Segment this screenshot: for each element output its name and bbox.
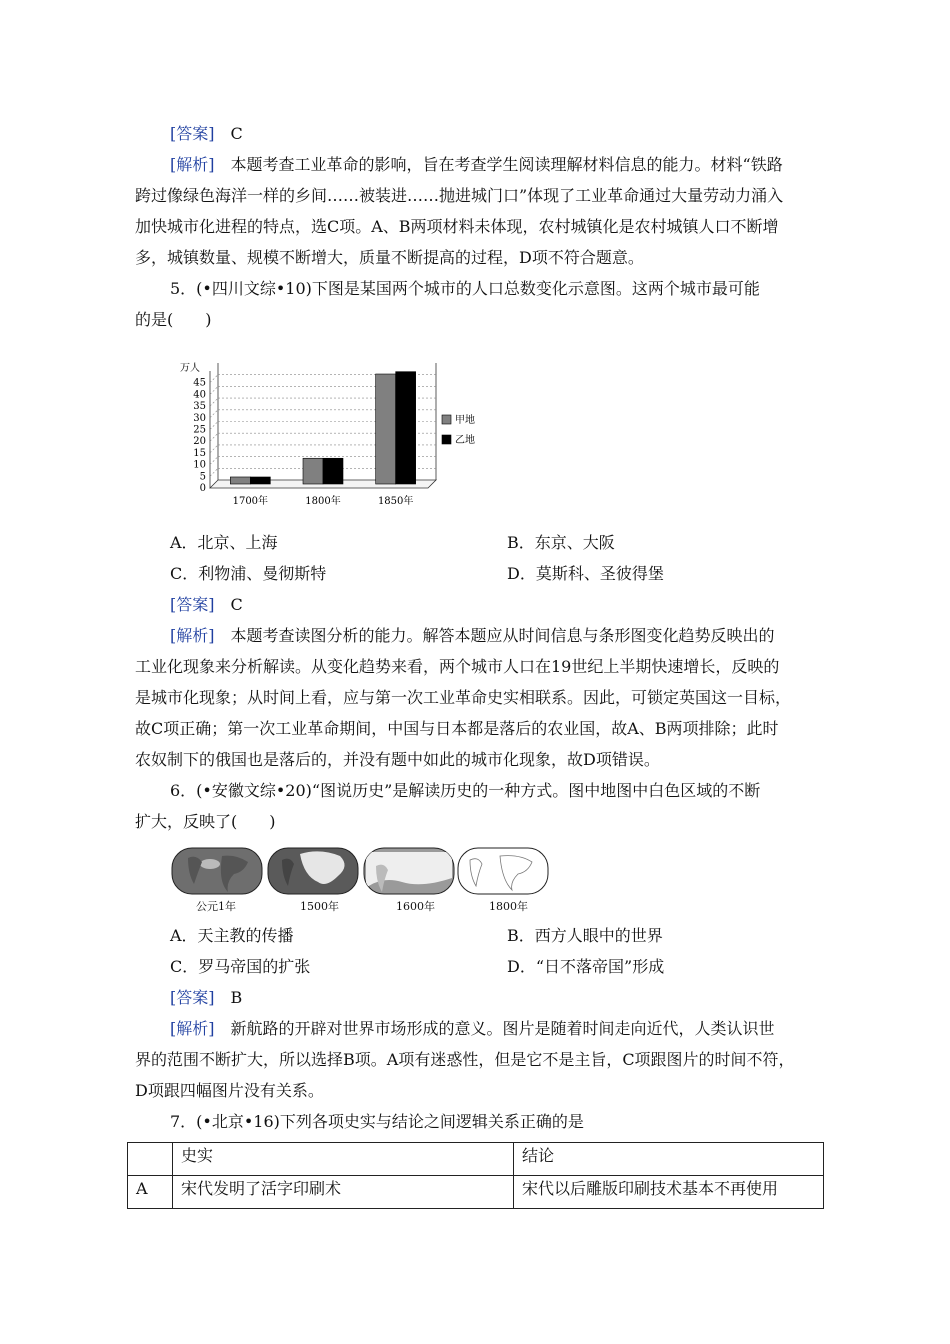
q5-analysis-line-4: 故C项正确；第一次工业革命期间，中国与日本都是落后的农业国，故A、B两项排除；此时 [135, 719, 779, 738]
table-cell: 宋代以后雕版印刷技术基本不再使用 [514, 1176, 824, 1209]
q4-analysis-line-2: 跨过像绿色海洋一样的乡间……被装进……抛进城门口”体现了工业革命通过大量劳动力涌入 [135, 186, 784, 205]
q5-option-d: D．莫斯科、圣彼得堡 [507, 564, 664, 583]
world-maps-strip [170, 846, 550, 896]
legend-swatch [442, 435, 451, 444]
q5-stem-line-2: 的是( ) [135, 310, 212, 329]
table-cell: 宋代发明了活字印刷术 [173, 1176, 514, 1209]
q7-stem: 7．(•北京•16)下列各项史实与结论之间逻辑关系正确的是 [170, 1112, 584, 1131]
q4-answer: [答案] C [170, 124, 243, 143]
x-tick-label: 1850年 [377, 496, 414, 507]
map-caption-3: 1600年 [396, 900, 435, 913]
map-year-1500 [268, 848, 358, 894]
map-year-1600 [364, 848, 454, 894]
q4-analysis-line-4: 多，城镇数量、规模不断增大，质量不断提高的过程，D项不符合题意。 [135, 248, 644, 267]
q5-option-b: B．东京、大阪 [507, 533, 615, 552]
gridline [210, 375, 218, 383]
legend-swatch [442, 415, 451, 424]
y-tick-label: 5 [199, 471, 206, 483]
gridline [210, 445, 218, 453]
gridline [210, 422, 218, 430]
bar [323, 458, 343, 484]
y-tick-label: 15 [193, 447, 206, 459]
q7-table [127, 1142, 824, 1209]
gridline [210, 468, 218, 476]
gridline [210, 386, 218, 394]
y-tick-label: 45 [193, 377, 206, 389]
q5-analysis-line-3: 是城市化现象；从时间上看，应与第一次工业革命史实相联系。因此，可锁定英国这一目标， [135, 688, 792, 707]
y-tick-label: 10 [193, 459, 206, 471]
chart-ylabel: 万人 [180, 363, 200, 374]
legend-label: 乙地 [455, 435, 475, 446]
y-tick-label: 25 [193, 424, 206, 436]
table-header-cell [128, 1143, 173, 1176]
y-tick-label: 35 [193, 401, 206, 413]
y-tick-label: 0 [199, 483, 206, 494]
table-header-cell: 史实 [173, 1143, 514, 1176]
table-header-cell: 结论 [514, 1143, 824, 1176]
q6-option-b: B．西方人眼中的世界 [507, 926, 663, 945]
q5-option-c: C．利物浦、曼彻斯特 [170, 564, 327, 583]
bar [396, 372, 416, 484]
table-cell: A [128, 1176, 173, 1209]
q5-analysis-line-2: 工业化现象来分析解读。从变化趋势来看，两个城市人口在19世纪上半期快速增长，反映的 [135, 657, 780, 676]
gridline [210, 457, 218, 465]
q6-option-c: C．罗马帝国的扩张 [170, 957, 311, 976]
population-bar-chart [170, 360, 490, 515]
q6-answer: [答案] B [170, 988, 243, 1007]
map-caption-1: 公元1年 [196, 900, 236, 913]
q6-analysis-line-2: 界的范围不断扩大，所以选择B项。A项有迷惑性，但是它不是主旨，C项跟图片的时间不符， [135, 1050, 795, 1069]
legend-label: 甲地 [455, 415, 475, 426]
gridline [210, 410, 218, 418]
map-caption-4: 1800年 [489, 900, 528, 913]
q6-option-a: A．天主教的传播 [170, 926, 294, 945]
map-year-1800 [458, 848, 548, 894]
bar [376, 374, 396, 484]
q4-analysis-line-3: 加快城市化进程的特点，选C项。A、B两项材料未体现，农村城镇化是农村城镇人口不断增 [135, 217, 779, 236]
x-tick-label: 1700年 [232, 496, 269, 507]
q4-analysis-line-1: [解析] 本题考查工业革命的影响，旨在考查学生阅读理解材料信息的能力。材料“铁路 [170, 155, 783, 174]
y-tick-label: 20 [193, 436, 206, 448]
q5-option-a: A．北京、上海 [170, 533, 278, 552]
q6-stem-line-1: 6．(•安徽文综•20)“图说历史”是解读历史的一种方式。图中地图中白色区域的不断 [170, 781, 761, 800]
y-tick-label: 30 [193, 412, 206, 424]
gridline [210, 398, 218, 406]
x-tick-label: 1800年 [305, 496, 341, 507]
map-year-1 [172, 848, 262, 894]
map-caption-2: 1500年 [300, 900, 339, 913]
q5-analysis-line-5: 农奴制下的俄国也是落后的，并没有题中如此的城市化现象，故D项错误。 [135, 750, 660, 769]
y-tick-label: 40 [193, 389, 206, 401]
q5-answer: [答案] C [170, 595, 243, 614]
gridline [210, 433, 218, 441]
bar [230, 477, 250, 484]
q5-stem-line-1: 5．(•四川文综•10)下图是某国两个城市的人口总数变化示意图。这两个城市最可能 [170, 279, 760, 298]
q6-analysis-line-3: D项跟四幅图片没有关系。 [135, 1081, 324, 1100]
table-row [128, 1176, 824, 1209]
q6-stem-line-2: 扩大，反映了( ) [135, 812, 276, 831]
bar [303, 458, 323, 484]
table-header-row [128, 1143, 824, 1176]
q6-analysis-line-1: [解析] 新航路的开辟对世界市场形成的意义。图片是随着时间走向近代，人类认识世 [170, 1019, 775, 1038]
q6-option-d: D．“日不落帝国”形成 [507, 957, 665, 976]
q5-analysis-line-1: [解析] 本题考查读图分析的能力。解答本题应从时间信息与条形图变化趋势反映出的 [170, 626, 775, 645]
bar [250, 477, 270, 484]
